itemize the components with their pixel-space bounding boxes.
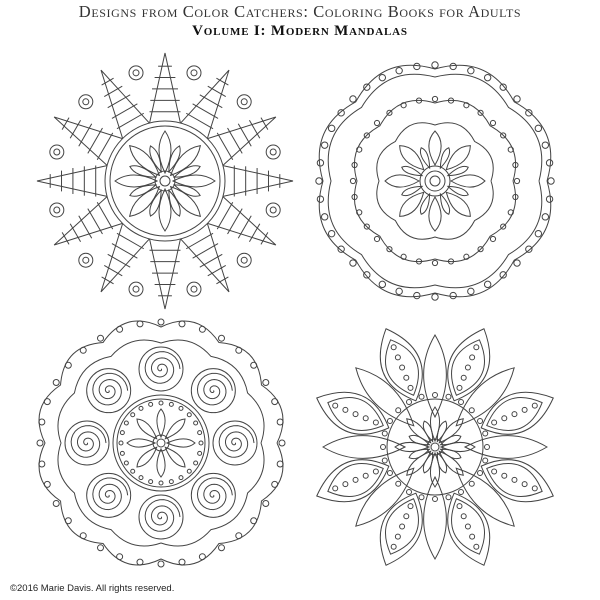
spiral-mandala-drawing	[26, 308, 296, 578]
star-mandala-drawing	[30, 46, 300, 316]
copyright-notice: ©2016 Marie Davis. All rights reserved.	[10, 583, 175, 594]
petal-mandala	[300, 312, 570, 582]
scalloped-mandala	[300, 46, 570, 316]
scalloped-mandala-drawing	[300, 46, 570, 316]
volume-title: Volume I: Modern Mandalas	[192, 23, 408, 39]
star-mandala	[30, 46, 300, 316]
series-title: Designs from Color Catchers: Coloring Books for Adults	[78, 2, 522, 21]
petal-mandala-drawing	[300, 312, 570, 582]
spiral-mandala	[26, 308, 296, 578]
page-header	[0, 0, 600, 40]
